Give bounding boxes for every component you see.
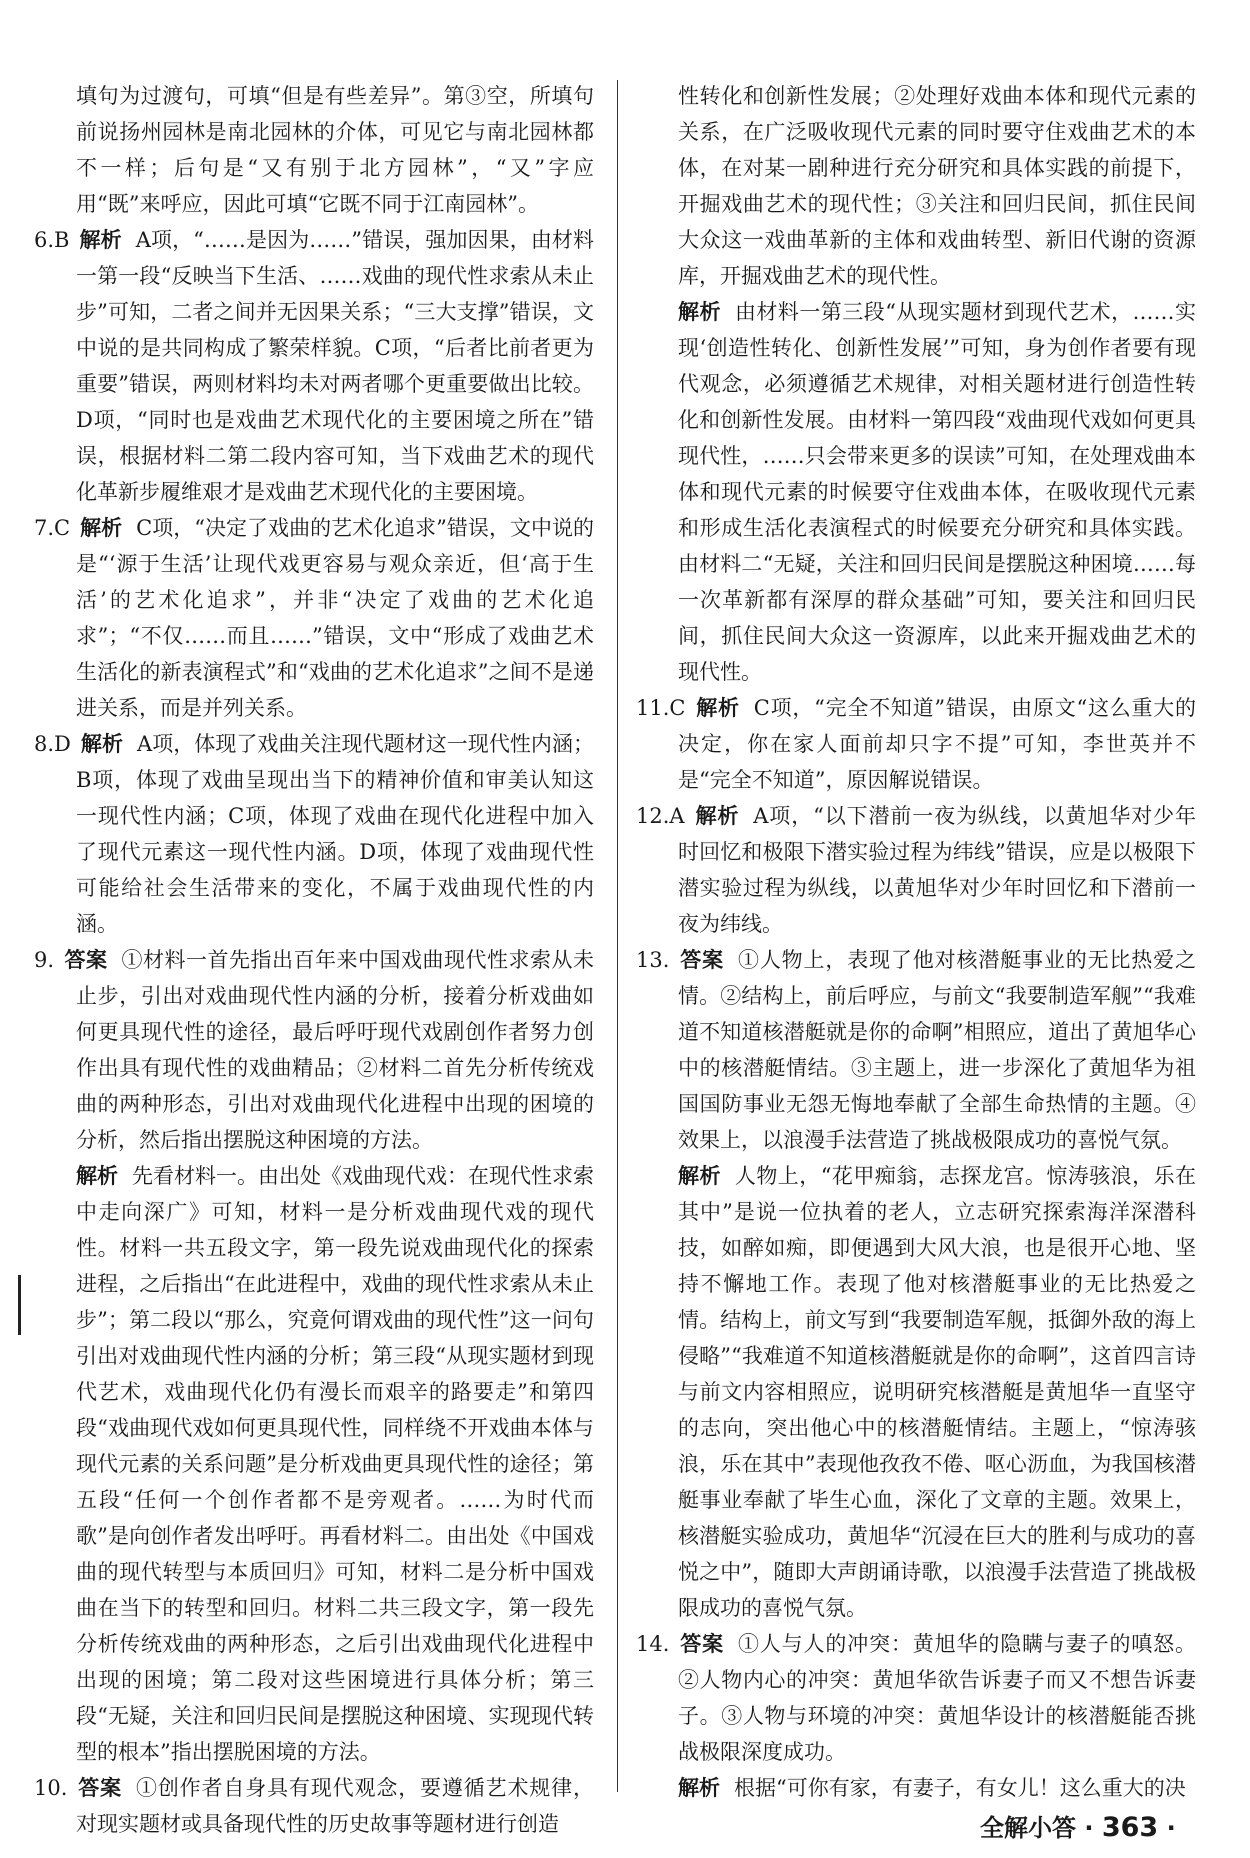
answer-label: 答案 <box>64 948 108 972</box>
analysis-text: A项，“以下潜前一夜为纵线，以黄旭华对少年时回忆和极限下潜实验过程为纬线”错误，应是以极限下潜实验过程为纵线，以黄旭华对少年时回忆和下潜前一夜为纬线。 <box>678 804 1197 936</box>
analysis-text: 先看材料一。由出处《戏曲现代戏：在现代性求索中走向深广》可知，材料一是分析戏曲现代戏的现代性。材料一共五段文字，第一段先说戏曲现代化的探索进程，之后指出“在此进程中，戏曲的现代性求索从未止步”；第二段以“那么，究竟何谓戏曲的现代性”这一问句引出对戏曲现代性内涵的分析；第三段“从现实题材到现代艺术，戏曲现代化仍有漫长而艰辛的路要走”和第四段“戏曲现代戏如何更具现代性，同样绕不开戏曲本体与现代元素的关系问题”是分析戏曲更具现代性的途径；第五段“任何一个创作者都不是旁观者。……为时代而歌”是向创作者发出呼吁。再看材料二。由出处《中国戏曲的现代转型与本质回归》可知，材料二是分析中国戏曲在当下的转型和回归。材料二共三段文字，第一段先分析传统戏曲的两种形态，之后引出戏曲现代化进程中出现的困境；第二段对这些困境进行具体分析；第三段“无疑，关注和回归民间是摆脱这种困境、实现现代转型的根本”指出摆脱困境的方法。 <box>76 1164 594 1764</box>
question-8 <box>34 726 594 942</box>
column-divider <box>617 80 618 1792</box>
question-14 <box>636 1626 1196 1770</box>
left-column <box>34 78 594 1842</box>
answer-text: ①材料一首先指出百年来中国戏曲现代性求索从未止步，引出对戏曲现代性内涵的分析，接着分析戏曲如何更具现代性的途径，最后呼吁现代戏剧创作者努力创作出具有现代性的戏曲精品；②材料二首先分析传统戏曲的两种形态，引出对戏曲现代化进程中出现的困境的分析，然后指出摆脱这种困境的方法。 <box>76 948 595 1152</box>
right-column <box>636 78 1196 1806</box>
page-number: 363 <box>1101 1812 1159 1843</box>
scan-mark <box>18 1275 21 1335</box>
analysis-text: C项，“决定了戏曲的艺术化追求”错误，文中说的是“‘源于生活’让现代戏更容易与观众亲近，但‘高于生活’的艺术化追求”，并非“决定了戏曲的艺术化追求”；“不仅……而且……”错误，文中“形成了戏曲艺术生活化的新表演程式”和“戏曲的艺术化追求”之间不是递进关系，而是并列关系。 <box>76 516 594 720</box>
answer-label: 答案 <box>77 1776 122 1800</box>
question-10-analysis <box>636 294 1196 690</box>
question-number: 10. <box>34 1776 68 1800</box>
answer-text: ①创作者自身具有现代观念，要遵循艺术规律，对现实题材或具备现代性的历史故事等题材进行创造 <box>76 1776 595 1836</box>
continued-paragraph <box>34 78 594 222</box>
paragraph-text: 填句为过渡句，可填“但是有些差异”。第③空，所填句前说扬州园林是南北园林的介体，可见它与南北园林都不一样；后句是“又有别于北方园林”，“又”字应用“既”来呼应，因此可填“它既不同于江南园林”。 <box>76 84 594 216</box>
question-9-analysis <box>34 1158 594 1770</box>
analysis-text: A项，“……是因为……”错误，强加因果，由材料一第一段“反映当下生活、……戏曲的现代性求索从未止步”可知，二者之间并无因果关系；“三大支撑”错误，文中说的是共同构成了繁荣样貌。C项，“后者比前者更为重要”错误，两则材料均未对两者哪个更重要做出比较。D项，“同时也是戏曲艺术现代化的主要困境之所在”错误，根据材料二第二段内容可知，当下戏曲艺术的现代化革新步履维艰才是戏曲艺术现代化的主要困境。 <box>76 228 595 504</box>
analysis-label: 解析 <box>695 696 740 720</box>
analysis-label: 解析 <box>79 228 122 252</box>
question-14-analysis <box>636 1770 1196 1806</box>
analysis-label: 解析 <box>76 1164 118 1188</box>
separator-dot: · <box>1084 1814 1094 1842</box>
answer-label: 答案 <box>679 948 724 972</box>
answer-text: 性转化和创新性发展；②处理好戏曲本体和现代元素的关系，在广泛吸收现代元素的同时要守住戏曲艺术的本体，在对某一剧种进行充分研究和具体实践的前提下，开掘戏曲艺术的现代性；③关注和回归民间，抓住民间大众这一戏曲革新的主体和戏曲转型、新旧代谢的资源库，开掘戏曲艺术的现代性。 <box>678 84 1196 288</box>
question-6 <box>34 222 594 510</box>
answer-label: 答案 <box>679 1632 724 1656</box>
section-title: 全解小答 <box>980 1814 1076 1842</box>
question-number: 8.D <box>34 732 71 756</box>
question-number: 9. <box>34 948 55 972</box>
question-7 <box>34 510 594 726</box>
analysis-label: 解析 <box>678 1776 720 1800</box>
question-12 <box>636 798 1196 942</box>
page-footer <box>980 1808 1176 1843</box>
question-13-analysis <box>636 1158 1196 1626</box>
question-number: 14. <box>636 1632 670 1656</box>
analysis-text: A项，体现了戏曲关注现代题材这一现代性内涵；B项，体现了戏曲呈现出当下的精神价值和审美认知这一现代性内涵；C项，体现了戏曲在现代化进程中加入了现代元素这一现代性内涵。D项，体现了戏曲现代性可能给社会生活带来的变化，不属于戏曲现代性的内涵。 <box>76 732 594 936</box>
analysis-text: 由材料一第三段“从现实题材到现代艺术，……实现‘创造性转化、创新性发展’”可知，身为创作者要有现代观念，必须遵循艺术规律，对相关题材进行创造性转化和创新性发展。由材料一第四段“戏曲现代戏如何更具现代性，……只会带来更多的误读”可知，在处理戏曲本体和现代元素的时候要守住戏曲本体，在吸收现代元素和形成生活化表演程式的时候要充分研究和具体实践。由材料二“无疑，关注和回归民间是摆脱这种困境……每一次革新都有深厚的群众基础”可知，要关注和回归民间，抓住民间大众这一资源库，以此来开掘戏曲艺术的现代性。 <box>678 300 1197 684</box>
analysis-label: 解析 <box>80 732 123 756</box>
question-number: 7.C <box>34 516 71 540</box>
analysis-text: 根据“可你有家，有妻子，有女儿！这么重大的决 <box>734 1776 1186 1800</box>
analysis-label: 解析 <box>678 300 721 324</box>
analysis-text: 人物上，“花甲痴翁，志探龙宫。惊涛骇浪，乐在其中”是说一位执着的老人，立志研究探索海洋深潜科技，如醉如痴，即便遇到大风大浪，也是很开心地、坚持不懈地工作。表现了他对核潜艇事业的无比热爱之情。结构上，前文写到“我要制造军舰，抵御外敌的海上侵略”“我难道不知道核潜艇就是你的命啊”，这首四言诗与前文内容相照应，说明研究核潜艇是黄旭华一直坚守的志向，突出他心中的核潜艇情结。主题上，“惊涛骇浪，乐在其中”表现他孜孜不倦、呕心沥血，为我国核潜艇事业奉献了毕生心血，深化了文章的主题。效果上，核潜艇实验成功，黄旭华“沉浸在巨大的胜利与成功的喜悦之中”，随即大声朗诵诗歌，以浪漫手法营造了挑战极限成功的喜悦气氛。 <box>678 1164 1197 1620</box>
question-number: 6.B <box>34 228 70 252</box>
question-10 <box>34 1770 594 1842</box>
question-13 <box>636 942 1196 1158</box>
analysis-text: C项，“完全不知道”错误，由原文“这么重大的决定，你在家人面前却只字不提”可知，李世英并不是“完全不知道”，原因解说错误。 <box>678 696 1196 792</box>
separator-dot: · <box>1166 1814 1176 1842</box>
question-11 <box>636 690 1196 798</box>
analysis-label: 解析 <box>80 516 123 540</box>
answer-text: ①人物上，表现了他对核潜艇事业的无比热爱之情。②结构上，前后呼应，与前文“我要制造军舰”“我难道不知道核潜艇就是你的命啊”相照应，道出了黄旭华心中的核潜艇情结。③主题上，进一步深化了黄旭华为祖国国防事业无怨无悔地奉献了全部生命热情的主题。④效果上，以浪漫手法营造了挑战极限成功的喜悦气氛。 <box>678 948 1197 1152</box>
analysis-label: 解析 <box>694 804 740 828</box>
analysis-label: 解析 <box>678 1164 721 1188</box>
question-10-continued <box>636 78 1196 294</box>
question-number: 11.C <box>636 696 686 720</box>
question-9 <box>34 942 594 1158</box>
question-number: 12.A <box>636 804 685 828</box>
answer-text: ①人与人的冲突：黄旭华的隐瞒与妻子的嗔怒。②人物内心的冲突：黄旭华欲告诉妻子而又不想告诉妻子。③人物与环境的冲突：黄旭华设计的核潜艇能否挑战极限深度成功。 <box>678 1632 1197 1764</box>
question-number: 13. <box>636 948 670 972</box>
